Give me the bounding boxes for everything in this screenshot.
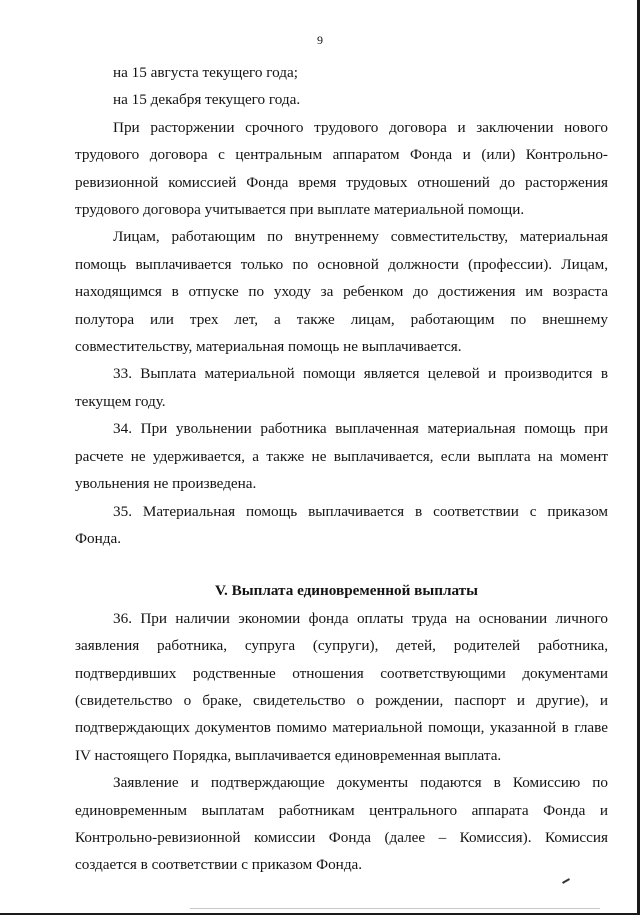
paragraph: При расторжении срочного трудового договора и заключении нового трудового договора с центральным аппаратом Фонда и (или) Контрольно-ревизионной комиссией Фонда время трудовых отношений до расторжения трудового договора учитывается при выплате материальной помощи. — [75, 118, 608, 219]
paragraph-36: 36. При наличии экономии фонда оплаты труда на основании личного заявления работника, супруга (супруги), детей, родителей работника, подтвердивших родственные отношения соответствующими документами (свидетельство о браке, свидетельство о рождении, паспорт и другие), и подтверждающих документов помимо материальной помощи, указанной в главе IV настоящего Порядка, выплачивается единовременная выплата. — [75, 609, 608, 764]
paragraph: Заявление и подтверждающие документы подаются в Комиссию по единовременным выплатам работникам центрального аппарата Фонда и Контрольно-ревизионной комиссии Фонда (далее – Комиссия). Комиссия создается в соответствии с приказом Фонда. — [75, 774, 608, 874]
paragraph-35: 35. Материальная помощь выплачивается в соответствии с приказом Фонда. — [75, 502, 608, 547]
page-number: 9 — [317, 33, 323, 47]
section-heading: V. Выплата единовременной выплаты — [214, 582, 478, 600]
paragraph-34: 34. При увольнении работника выплаченная материальная помощь при расчете не удерживается, а также не выплачивается, если выплата на момент увольнения не произведена. — [75, 420, 608, 493]
paragraph: Лицам, работающим по внутреннему совместительству, материальная помощь выплачивается только по основной должности (профессии). Лицам, находящимся в отпуске по уходу за ребенком до достижения им возраста полутора или трех лет, а также лицам, работающим по внешнему совместительству, материальная помощь не выплачивается. — [75, 228, 608, 356]
document-body — [75, 59, 608, 879]
list-item: на 15 декабря текущего года. — [113, 91, 301, 109]
list-item: на 15 августа текущего года; — [113, 64, 298, 81]
scan-smudge — [190, 908, 600, 909]
paragraph-33: 33. Выплата материальной помощи является целевой и производится в текущем году. — [75, 365, 608, 410]
scan-mark — [562, 878, 570, 884]
